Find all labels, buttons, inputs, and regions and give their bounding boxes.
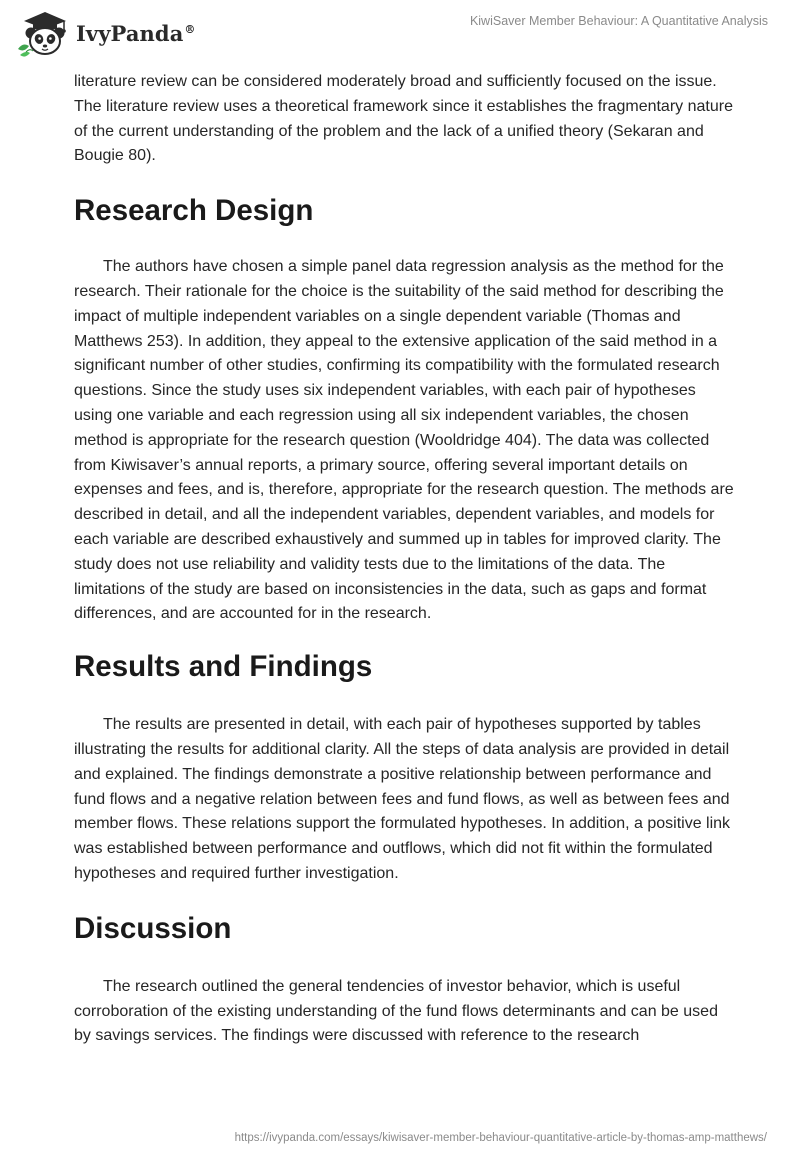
article-body	[74, 70, 734, 1049]
registered-mark: ®	[184, 22, 196, 36]
paragraph-discussion: The research outlined the general tendencies of investor behavior, which is useful corroboration of the existing understanding of the fund flows determinants and can be used by savings services. The findings were discussed with reference to the research	[74, 977, 718, 1045]
heading-results-and-findings: Results and Findings	[74, 650, 373, 684]
paragraph-research-design: The authors have chosen a simple panel data regression analysis as the method for the research. Their rationale for the choice is the suitability of the said method for describing the impact of multiple independent variables on a single dependent variable (Thomas and Matthews 253). In addition, they appeal to the extensive application of the said method in a significant number of other studies, confirming its compatibility with the formulated research questions. Since the study uses six independent variables, with each pair of hypotheses using one variable and each regression using all six independent variables, the chosen method is appropriate for the research question (Wooldridge 404). The data was collected from Kiwisaver’s annual reports, a primary source, offering several important details on expenses and fees, and is, therefore, appropriate for the research question. The methods are described in detail, and all the independent variables, dependent variables, and models for each variable are described exhaustively and summed up in tables for improved clarity. The study does not use reliability and validity tests due to the limitations of the data. The limitations of the study are based on inconsistencies in the data, such as gaps and format differences, and are accounted for in the research.	[74, 258, 734, 623]
brand-name	[76, 21, 196, 46]
intro-paragraph: literature review can be considered moderately broad and sufficiently focused on the issue. The literature review uses a theoretical framework since it establishes the fragmentary nature of the current understanding of the problem and the lack of a unified theory (Sekaran and Bougie 80).	[74, 73, 733, 165]
source-url-link[interactable]: https://ivypanda.com/essays/kiwisaver-member-behaviour-quantitative-article-by-thomas-amp-matthews/	[234, 1132, 767, 1144]
running-title: KiwiSaver Member Behaviour: A Quantitative Analysis	[469, 14, 768, 28]
ivypanda-logo[interactable]	[14, 8, 196, 58]
heading-discussion: Discussion	[74, 911, 232, 945]
page-header	[0, 0, 800, 70]
paragraph-results-and-findings: The results are presented in detail, with each pair of hypotheses supported by tables illustrating the results for additional clarity. All the steps of data analysis are provided in detail and explained. The findings demonstrate a positive relationship between performance and fund flows and a negative relation between fees and fund flows, as well as between fees and member flows. These relations support the formulated hypotheses. In addition, a positive link was established between performance and outflows, which did not fit within the formulated hypotheses and required further investigation.	[74, 716, 731, 882]
heading-research-design: Research Design	[74, 194, 314, 228]
brand-text: IvyPanda	[76, 20, 184, 46]
panda-graduation-cap-icon	[14, 8, 72, 58]
